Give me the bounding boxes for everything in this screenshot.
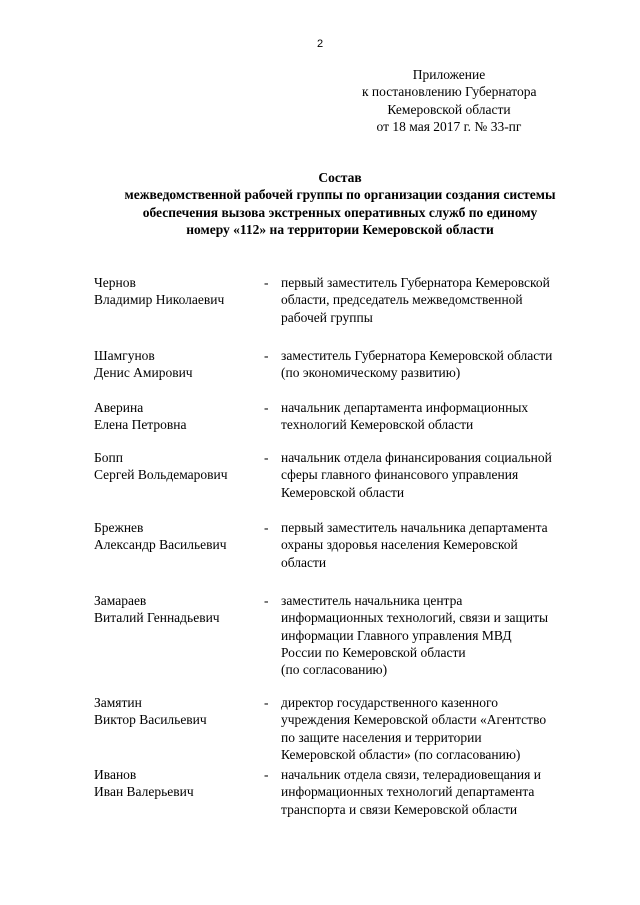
member-dash: - <box>264 348 269 363</box>
member-entry <box>94 399 614 434</box>
member-surname: Бопп <box>94 450 123 465</box>
member-position-line: начальник отдела связи, телерадиовещания и <box>281 767 541 782</box>
member-entry <box>94 449 614 501</box>
member-position-line: директор государственного казенного <box>281 695 498 710</box>
member-position-line: информационных технологий, связи и защиты <box>281 610 549 626</box>
member-given-name: Денис Амирович <box>94 365 193 381</box>
member-name <box>94 274 254 309</box>
member-name <box>94 766 254 801</box>
member-position-line: начальник департамента информационных <box>281 400 529 415</box>
appendix-line: Приложение <box>412 67 486 82</box>
member-surname: Чернов <box>94 275 136 290</box>
member-position-line: (по экономическому развитию) <box>281 365 461 381</box>
appendix-line: Кемеровской области <box>387 101 511 117</box>
title-line: номеру «112» на территории Кемеровской области <box>186 221 494 237</box>
member-position <box>281 592 611 678</box>
member-entry <box>94 694 614 763</box>
member-position <box>281 274 611 326</box>
member-position-line: первый заместитель Губернатора Кемеровской <box>281 275 550 290</box>
page-number: 2 <box>316 38 324 50</box>
member-position-line: рабочей группы <box>281 309 373 325</box>
member-name <box>94 519 254 554</box>
member-name <box>94 449 254 484</box>
member-entry <box>94 347 614 382</box>
member-position-line: заместитель Губернатора Кемеровской области <box>281 348 553 363</box>
member-position <box>281 519 611 571</box>
member-position-line: по защите населения и территории <box>281 729 482 745</box>
appendix-line: от 18 мая 2017 г. № 33-пг <box>376 118 522 134</box>
member-position-line: информационных технологий департамента <box>281 784 535 800</box>
member-given-name: Виталий Геннадьевич <box>94 610 220 626</box>
member-position <box>281 399 611 434</box>
member-position <box>281 347 611 382</box>
member-position-line: сферы главного финансового управления <box>281 467 519 483</box>
member-entry <box>94 592 614 679</box>
member-position <box>281 449 611 501</box>
member-position-line: Кемеровской области <box>281 484 405 500</box>
member-name <box>94 694 254 729</box>
member-given-name: Виктор Васильевич <box>94 712 207 728</box>
member-surname: Замараев <box>94 593 147 608</box>
member-position-line: технологий Кемеровской области <box>281 417 474 433</box>
member-position-line: России по Кемеровской области <box>281 644 466 660</box>
member-position-line: первый заместитель начальника департамента <box>281 520 548 535</box>
title-line: Состав <box>318 170 362 185</box>
member-position-line: транспорта и связи Кемеровской области <box>281 801 518 817</box>
appendix-line: к постановлению Губернатора <box>362 84 537 100</box>
member-dash: - <box>264 450 269 465</box>
member-entry <box>94 519 614 571</box>
title-line: обеспечения вызова экстренных оперативных служб по единому <box>142 204 538 220</box>
member-position-line: заместитель начальника центра <box>281 593 463 608</box>
member-name <box>94 399 254 434</box>
member-position <box>281 694 611 763</box>
member-position-line: области, председатель межведомственной <box>281 292 523 308</box>
member-position-line: (по согласованию) <box>281 662 388 678</box>
member-surname: Шамгунов <box>94 348 155 363</box>
member-surname: Иванов <box>94 767 137 782</box>
member-entry <box>94 766 614 818</box>
member-dash: - <box>264 593 269 608</box>
member-position <box>281 766 611 818</box>
member-dash: - <box>264 275 269 290</box>
member-given-name: Елена Петровна <box>94 417 187 433</box>
member-name <box>94 592 254 627</box>
member-surname: Замятин <box>94 695 142 710</box>
title-line: межведомственной рабочей группы по организации создания системы <box>124 187 556 203</box>
document-title <box>60 169 620 238</box>
member-surname: Брежнев <box>94 520 144 535</box>
member-position-line: начальник отдела финансирования социальной <box>281 450 552 465</box>
member-position-line: охраны здоровья населения Кемеровской <box>281 537 518 553</box>
member-dash: - <box>264 400 269 415</box>
member-given-name: Александр Васильевич <box>94 537 227 553</box>
member-given-name: Владимир Николаевич <box>94 292 225 308</box>
member-dash: - <box>264 767 269 782</box>
member-dash: - <box>264 520 269 535</box>
member-position-line: области <box>281 554 327 570</box>
member-position-line: Кемеровской области» (по согласованию) <box>281 746 521 762</box>
member-position-line: информации Главного управления МВД <box>281 627 512 643</box>
member-given-name: Сергей Вольдемарович <box>94 467 228 483</box>
member-surname: Аверина <box>94 400 144 415</box>
member-position-line: учреждения Кемеровской области «Агентство <box>281 712 547 728</box>
member-given-name: Иван Валерьевич <box>94 784 194 800</box>
member-dash: - <box>264 695 269 710</box>
appendix-block <box>362 66 536 135</box>
member-entry <box>94 274 614 326</box>
member-name <box>94 347 254 382</box>
